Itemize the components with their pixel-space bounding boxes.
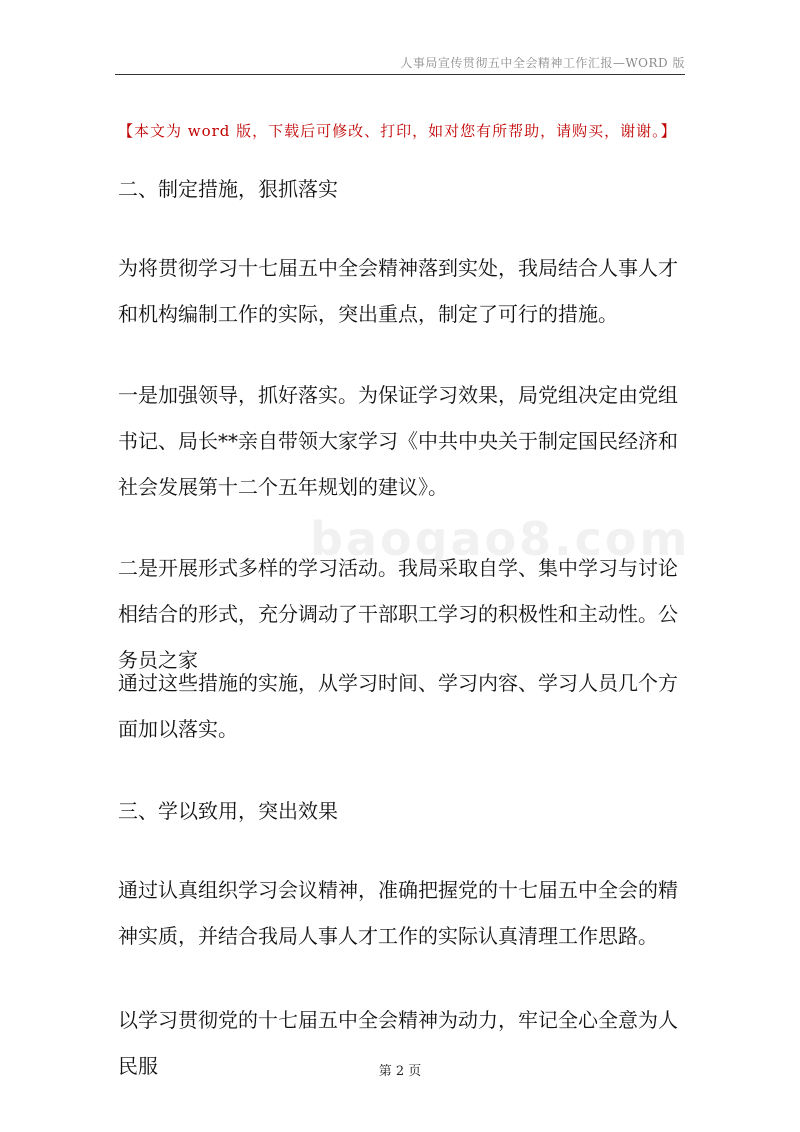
- body-paragraph: 一是加强领导，抓好落实。为保证学习效果，局党组决定由党组书记、局长**亲自带领大家学习《中共中央关于制定国民经济和社会发展第十二个五年规划的建议》。: [118, 383, 678, 499]
- body-paragraph: 通过这些措施的实施，从学习时间、学习内容、学习人员几个方面加以落实。: [118, 671, 678, 741]
- body-paragraph: 通过认真组织学习会议精神，准确把握党的十七届五中全会的精神实质，并结合我局人事人才工作的实际认真清理工作思路。: [118, 878, 678, 948]
- body-paragraph: 以学习贯彻党的十七届五中全会精神为动力，牢记全心全意为人民服: [118, 1008, 678, 1078]
- body-paragraph: 二是开展形式多样的学习活动。我局采取自学、集中学习与讨论相结合的形式，充分调动了干部职工学习的积极性和主动性。公务员之家: [118, 556, 678, 672]
- header-divider: [115, 74, 685, 75]
- body-paragraph: 为将贯彻学习十七届五中全会精神落到实处，我局结合人事人才和机构编制工作的实际，突出重点，制定了可行的措施。: [118, 256, 678, 326]
- section-heading-3: 三、学以致用，突出效果: [118, 799, 338, 823]
- watermark: baogao8.com: [310, 512, 691, 566]
- section-heading-2: 二、制定措施，狠抓落实: [118, 177, 338, 201]
- page-number: 第 2 页: [378, 1064, 422, 1079]
- download-notice: 【本文为 word 版，下载后可修改、打印，如对您有所帮助，请购买，谢谢。】: [118, 122, 677, 140]
- page-header-title: 人事局宣传贯彻五中全会精神工作汇报—WORD 版: [400, 56, 685, 70]
